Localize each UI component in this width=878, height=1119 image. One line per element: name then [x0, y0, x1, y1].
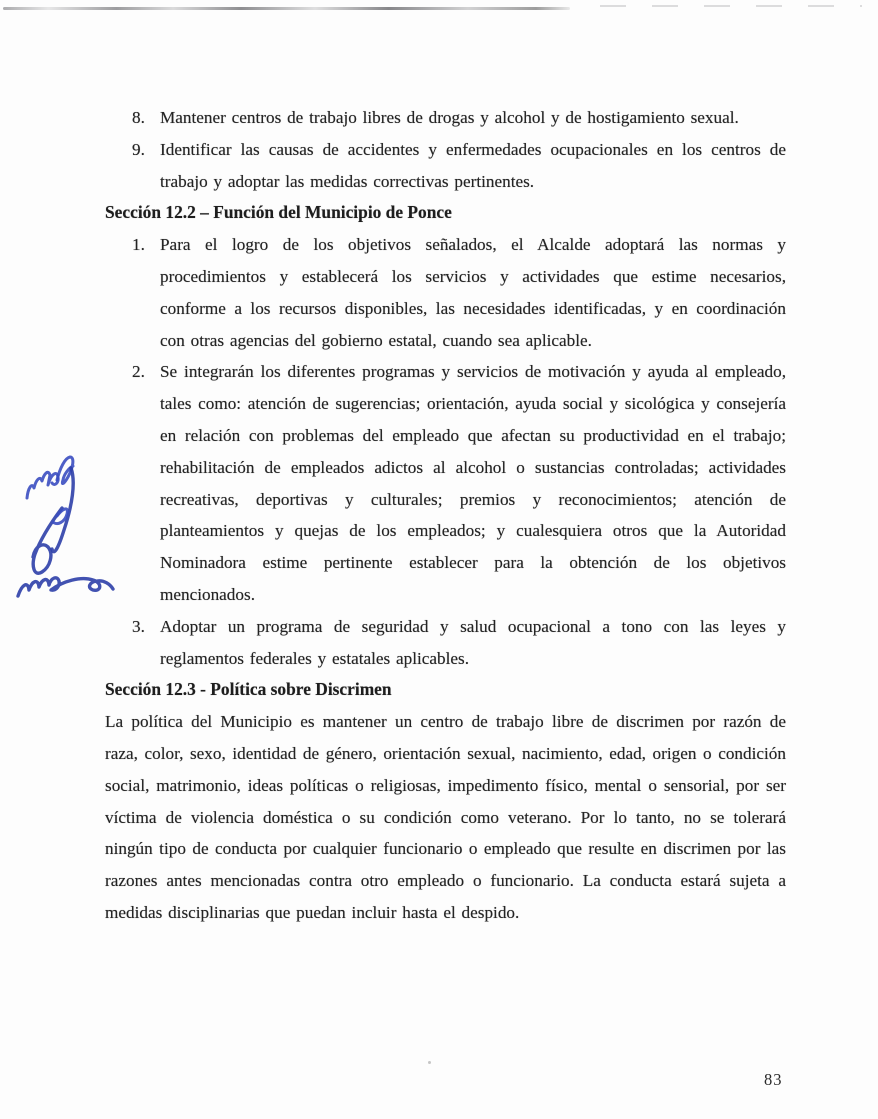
list-item-8	[132, 102, 786, 134]
list-item-1	[132, 229, 786, 356]
list-item-text: Adoptar un programa de seguridad y salud ocupacional a tono con las leyes y reglamentos federales y estatales aplicables.	[160, 616, 786, 668]
list-item-text: Mantener centros de trabajo libres de drogas y alcohol y de hostigamiento sexual.	[160, 108, 739, 127]
scan-artifact-speck	[428, 1061, 431, 1064]
list-item-number: 9.	[132, 139, 145, 159]
intro-numbered-list	[105, 102, 786, 197]
list-item-number: 1.	[132, 235, 145, 255]
policy-paragraph: La política del Municipio es mantener un centro de trabajo libre de discrimen por razón de raza, color, sexo, identidad de género, orientación sexual, nacimiento, edad, origen o condición social, matrimonio, ideas políticas o religiosas, impedimento físico, mental o sensorial, por ser víctima de violencia doméstica o su condición como veterano. Por lo tanto, no se tolerará ningún tipo de conducta por cualquier funcionario o empleado que resulte en discrimen por las razones antes mencionadas contra otro empleado o funcionario. La conducta estará sujeta a medidas disciplinarias que puedan incluir hasta el despido.	[105, 712, 786, 922]
list-item-number: 3.	[132, 616, 145, 636]
document-body	[105, 102, 786, 929]
list-item-number: 8.	[132, 108, 145, 127]
page-number: 83	[764, 1070, 783, 1089]
list-item-number: 2.	[132, 362, 145, 382]
scan-artifact-streak	[3, 7, 570, 10]
list-item-9	[132, 134, 786, 198]
section-12-2-numbered-list	[105, 229, 786, 674]
list-item-3	[132, 611, 786, 675]
list-item-text: Para el logro de los objetivos señalados, el Alcalde adoptará las normas y procedimientos y establecerá los servicios y actividades que estime necesarios, conforme a los recursos disponibles, las necesidades identificadas, y en coordinación con otras agencias del gobierno estatal, cuando sea aplicable.	[160, 235, 786, 350]
handwritten-signature	[5, 430, 125, 630]
section-heading-12-3: Sección 12.3 - Política sobre Discrimen	[105, 679, 392, 700]
scan-artifact-dashes	[600, 5, 862, 7]
list-item-text: Se integrarán los diferentes programas y servicios de motivación y ayuda al empleado, tales como: atención de sugerencias; orientación, ayuda social y sicológica y consejería en relación con problemas del empleado que afectan su productividad en el trabajo; rehabilitación de empleados adictos al alcohol o sustancias controladas; actividades recreativas, deportivas y culturales; premios y reconocimientos; atención de planteamientos y quejas de los empleados; y cualesquiera otros que la Autoridad Nominadora estime pertinente establecer para la obtención de los objetivos mencionados.	[160, 362, 786, 604]
list-item-2	[132, 356, 786, 610]
section-heading-12-2: Sección 12.2 – Función del Municipio de Ponce	[105, 202, 452, 223]
list-item-text: Identificar las causas de accidentes y enfermedades ocupacionales en los centros de trabajo y adoptar las medidas correctivas pertinentes.	[160, 139, 786, 191]
